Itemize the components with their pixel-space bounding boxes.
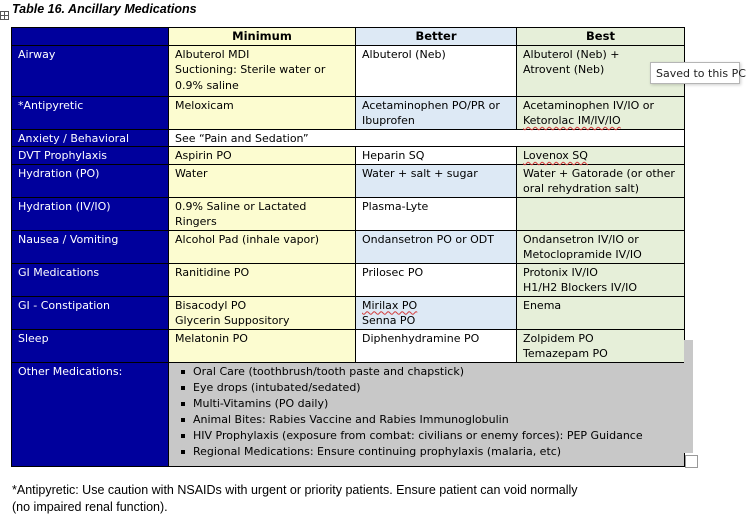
row-label-hydration-po: Hydration (PO) <box>12 164 169 197</box>
list-item: Oral Care (toothbrush/tooth paste and chapstick) <box>175 364 679 380</box>
cell-minimum <box>169 329 356 362</box>
cell-line: Protonix IV/IO <box>523 265 598 279</box>
row-label-gi-constipation: GI - Constipation <box>12 296 169 329</box>
cell-better <box>356 296 517 329</box>
cell-line: 0.9% saline <box>175 78 239 92</box>
cell-line: oral rehydration salt) <box>523 182 640 195</box>
table-resize-handle[interactable] <box>685 455 698 468</box>
cell-line: Albuterol (Neb) + <box>523 47 620 61</box>
column-header-minimum: Minimum <box>169 28 356 46</box>
cell-shadow <box>684 340 693 453</box>
cell-best <box>517 263 685 296</box>
cell-best <box>517 197 685 230</box>
cell-line: Water + Gatorade (or other <box>523 166 675 180</box>
table-row <box>12 296 685 329</box>
cell-line: Lovenox SQ <box>523 149 588 162</box>
table-row <box>12 45 685 96</box>
cell-line: 0.9% Saline or Lactated Ringers <box>175 199 307 228</box>
cell-line: Ondansetron IV/IO or <box>523 232 639 246</box>
list-item: Eye drops (intubated/sedated) <box>175 380 679 396</box>
cell-better <box>356 96 517 129</box>
cell-line: Water <box>175 166 208 180</box>
cell-minimum <box>169 45 356 96</box>
row-label-other-medications: Other Medications: <box>12 362 169 466</box>
cell-line: Aspirin PO <box>175 149 232 162</box>
cell-line: Suctioning: Sterile water or <box>175 63 326 76</box>
row-label-antipyretic: *Antipyretic <box>12 96 169 129</box>
row-label-airway: Airway <box>12 45 169 96</box>
row-label-dvt-prophylaxis: DVT Prophylaxis <box>12 147 169 165</box>
cell-better <box>356 45 517 96</box>
cell-line: Mirilax PO <box>362 298 418 312</box>
list-item: Regional Medications: Ensure continuing prophylaxis (malaria, etc) <box>175 444 679 460</box>
table-row <box>12 329 685 362</box>
cell-line: Atrovent (Neb) <box>523 63 605 76</box>
cell-minimum <box>169 263 356 296</box>
cell-line: Ketorolac IM/IV/IO <box>523 114 621 127</box>
cell-better <box>356 197 517 230</box>
cell-minimum <box>169 147 356 165</box>
cell-better <box>356 263 517 296</box>
cell-line: Melatonin PO <box>175 331 248 345</box>
list-item: HIV Prophylaxis (exposure from combat: civilians or enemy forces): PEP Guidance <box>175 428 679 444</box>
cell-line: Heparin SQ <box>362 149 425 162</box>
cell-line: Diphenhydramine PO <box>362 331 480 345</box>
list-item: Multi-Vitamins (PO daily) <box>175 396 679 412</box>
table-row <box>12 230 685 263</box>
cell-line: Ibuprofen <box>362 114 415 127</box>
table-row <box>12 164 685 197</box>
footnote-line: (no impaired renal function). <box>12 500 168 514</box>
cell-best <box>517 164 685 197</box>
cell-line: Water + salt + sugar <box>362 166 478 180</box>
cell-line: Ondansetron PO or ODT <box>362 232 494 246</box>
table-row <box>12 362 685 466</box>
cell-minimum <box>169 96 356 129</box>
table-row <box>12 263 685 296</box>
cell-minimum <box>169 296 356 329</box>
cell-line: Prilosec PO <box>362 265 424 279</box>
cell-line: Ranitidine PO <box>175 265 250 279</box>
cell-line: Meloxicam <box>175 98 234 112</box>
cell-line: Albuterol (Neb) <box>362 47 446 61</box>
table-row <box>12 197 685 230</box>
cell-minimum <box>169 230 356 263</box>
header-blank-cell <box>12 28 169 46</box>
cell-merged: See “Pain and Sedation” <box>169 129 685 147</box>
cell-line: Bisacodyl PO <box>175 298 247 312</box>
cell-line: Albuterol MDI <box>175 47 250 61</box>
other-medications-list <box>175 364 679 460</box>
cell-line: H1/H2 Blockers IV/IO <box>523 281 637 294</box>
saved-tooltip: Saved to this PC <box>650 62 740 84</box>
cell-best <box>517 230 685 263</box>
footnote <box>12 482 712 516</box>
cell-line: Plasma-Lyte <box>362 199 429 213</box>
cell-best <box>517 96 685 129</box>
column-header-best: Best <box>517 28 685 46</box>
cell-better <box>356 147 517 165</box>
cell-better <box>356 329 517 362</box>
table-row <box>12 147 685 165</box>
cell-line: Enema <box>523 298 562 312</box>
table-row <box>12 96 685 129</box>
row-label-hydration-iv-io: Hydration (IV/IO) <box>12 197 169 230</box>
row-label-sleep: Sleep <box>12 329 169 362</box>
cell-best <box>517 296 685 329</box>
cell-line: Metoclopramide IV/IO <box>523 248 642 261</box>
cell-line: Zolpidem PO <box>523 331 594 345</box>
column-header-better: Better <box>356 28 517 46</box>
cell-line: Acetaminophen PO/PR or <box>362 98 500 112</box>
cell-better <box>356 230 517 263</box>
cell-line: Acetaminophen IV/IO or <box>523 98 654 112</box>
cell-better <box>356 164 517 197</box>
list-item: Animal Bites: Rabies Vaccine and Rabies Immunoglobulin <box>175 412 679 428</box>
cell-minimum <box>169 164 356 197</box>
row-label-gi-medications: GI Medications <box>12 263 169 296</box>
ancillary-medications-table <box>11 27 685 467</box>
row-label-anxiety: Anxiety / Behavioral <box>12 129 169 147</box>
cell-minimum <box>169 197 356 230</box>
other-medications-cell <box>169 362 685 466</box>
table-caption: Table 16. Ancillary Medications <box>12 2 197 16</box>
footnote-line: *Antipyretic: Use caution with NSAIDs with urgent or priority patients. Ensure patient can void normally <box>12 483 578 497</box>
cell-line: Alcohol Pad (inhale vapor) <box>175 232 320 246</box>
cell-best <box>517 329 685 362</box>
row-label-nausea-vomiting: Nausea / Vomiting <box>12 230 169 263</box>
table-row <box>12 129 685 147</box>
cell-best <box>517 147 685 165</box>
cell-line: Senna PO <box>362 314 416 327</box>
cell-line: Glycerin Suppository <box>175 314 290 327</box>
table-move-handle[interactable] <box>0 11 9 20</box>
cell-line: Temazepam PO <box>523 347 608 360</box>
